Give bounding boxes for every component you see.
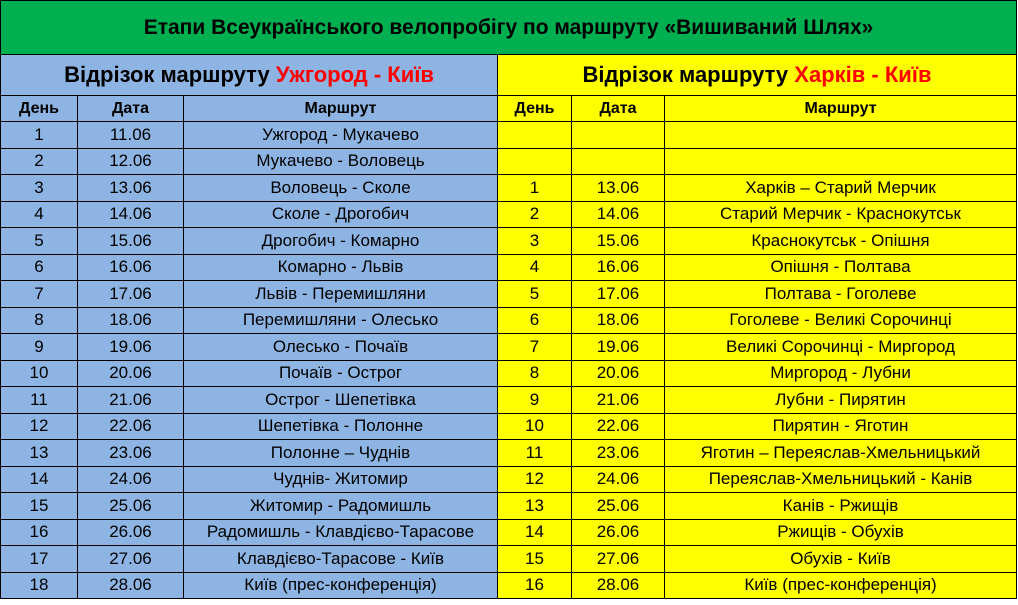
right-day-cell: 2 (498, 201, 572, 228)
table-row (1, 440, 1017, 467)
left-section-prefix: Відрізок маршруту (64, 62, 276, 87)
right-day-cell: 15 (498, 546, 572, 573)
left-day-cell: 15 (1, 493, 78, 520)
left-day-cell: 9 (1, 334, 78, 361)
right-date-cell: 25.06 (572, 493, 665, 520)
table-row (1, 572, 1017, 599)
table-row (1, 228, 1017, 255)
table-row (1, 360, 1017, 387)
left-day-cell: 8 (1, 307, 78, 334)
left-date-cell: 15.06 (78, 228, 184, 255)
left-date-cell: 20.06 (78, 360, 184, 387)
left-day-cell: 3 (1, 175, 78, 202)
left-col-date-header: Дата (78, 96, 184, 122)
left-day-cell: 18 (1, 572, 78, 599)
right-date-cell (572, 122, 665, 149)
right-route-cell: Переяслав-Хмельницький - Канів (665, 466, 1017, 493)
right-section-header (498, 55, 1017, 96)
right-route-cell: Миргород - Лубни (665, 360, 1017, 387)
left-day-cell: 17 (1, 546, 78, 573)
right-route-cell (665, 122, 1017, 149)
left-day-cell: 2 (1, 148, 78, 175)
left-route-cell: Перемишляни - Олесько (184, 307, 498, 334)
left-route-cell: Воловець - Сколе (184, 175, 498, 202)
right-section-route: Харків - Київ (794, 62, 932, 87)
right-day-cell (498, 148, 572, 175)
right-day-cell: 14 (498, 519, 572, 546)
right-day-cell: 12 (498, 466, 572, 493)
table-row (1, 334, 1017, 361)
left-day-cell: 12 (1, 413, 78, 440)
right-day-cell: 13 (498, 493, 572, 520)
right-day-cell: 6 (498, 307, 572, 334)
right-date-cell: 19.06 (572, 334, 665, 361)
right-day-cell: 10 (498, 413, 572, 440)
table-row (1, 519, 1017, 546)
table-row (1, 493, 1017, 520)
right-day-cell: 5 (498, 281, 572, 308)
left-day-cell: 5 (1, 228, 78, 255)
right-route-cell: Опішня - Полтава (665, 254, 1017, 281)
table-row (1, 307, 1017, 334)
left-route-cell: Клавдієво-Тарасове - Київ (184, 546, 498, 573)
table-row (1, 148, 1017, 175)
right-route-cell: Харків – Старий Мерчик (665, 175, 1017, 202)
right-day-cell: 4 (498, 254, 572, 281)
page-title: Етапи Всеукраїнського велопробігу по маршруту «Вишиваний Шлях» (1, 1, 1017, 55)
left-day-cell: 6 (1, 254, 78, 281)
table-row (1, 122, 1017, 149)
right-date-cell: 13.06 (572, 175, 665, 202)
right-route-cell: Ржищів - Обухів (665, 519, 1017, 546)
left-route-cell: Дрогобич - Комарно (184, 228, 498, 255)
right-date-cell: 24.06 (572, 466, 665, 493)
right-route-cell: Київ (прес-конференція) (665, 572, 1017, 599)
right-date-cell: 26.06 (572, 519, 665, 546)
right-date-cell: 18.06 (572, 307, 665, 334)
right-date-cell: 16.06 (572, 254, 665, 281)
left-day-cell: 13 (1, 440, 78, 467)
left-route-cell: Сколе - Дрогобич (184, 201, 498, 228)
left-route-cell: Мукачево - Воловець (184, 148, 498, 175)
left-route-cell: Острог - Шепетівка (184, 387, 498, 414)
left-date-cell: 14.06 (78, 201, 184, 228)
left-day-cell: 16 (1, 519, 78, 546)
right-date-cell: 23.06 (572, 440, 665, 467)
right-route-cell: Пирятин - Яготин (665, 413, 1017, 440)
left-route-cell: Житомир - Радомишль (184, 493, 498, 520)
right-date-cell: 28.06 (572, 572, 665, 599)
left-date-cell: 16.06 (78, 254, 184, 281)
left-date-cell: 12.06 (78, 148, 184, 175)
left-date-cell: 22.06 (78, 413, 184, 440)
left-day-cell: 4 (1, 201, 78, 228)
right-day-cell: 11 (498, 440, 572, 467)
left-route-cell: Київ (прес-конференція) (184, 572, 498, 599)
column-header-row (1, 96, 1017, 122)
left-col-route-header: Маршрут (184, 96, 498, 122)
left-date-cell: 19.06 (78, 334, 184, 361)
left-date-cell: 28.06 (78, 572, 184, 599)
left-day-cell: 14 (1, 466, 78, 493)
left-day-cell: 10 (1, 360, 78, 387)
right-route-cell: Краснокутськ - Опішня (665, 228, 1017, 255)
right-date-cell: 17.06 (572, 281, 665, 308)
left-route-cell: Олесько - Почаїв (184, 334, 498, 361)
left-date-cell: 21.06 (78, 387, 184, 414)
right-route-cell: Великі Сорочинці - Миргород (665, 334, 1017, 361)
table-row (1, 546, 1017, 573)
left-date-cell: 18.06 (78, 307, 184, 334)
left-date-cell: 25.06 (78, 493, 184, 520)
right-day-cell: 1 (498, 175, 572, 202)
right-date-cell: 14.06 (572, 201, 665, 228)
table-row (1, 413, 1017, 440)
right-day-cell (498, 122, 572, 149)
left-route-cell: Ужгород - Мукачево (184, 122, 498, 149)
right-day-cell: 8 (498, 360, 572, 387)
table-row (1, 175, 1017, 202)
right-day-cell: 7 (498, 334, 572, 361)
right-route-cell: Полтава - Гоголеве (665, 281, 1017, 308)
left-col-day-header: День (1, 96, 78, 122)
left-date-cell: 23.06 (78, 440, 184, 467)
right-day-cell: 3 (498, 228, 572, 255)
left-date-cell: 24.06 (78, 466, 184, 493)
left-route-cell: Полонне – Чуднів (184, 440, 498, 467)
right-date-cell: 21.06 (572, 387, 665, 414)
left-section-header (1, 55, 498, 96)
left-section-route: Ужгород - Київ (275, 62, 434, 87)
right-route-cell (665, 148, 1017, 175)
right-route-cell: Старий Мерчик - Краснокутськ (665, 201, 1017, 228)
right-route-cell: Канів - Ржищів (665, 493, 1017, 520)
left-date-cell: 13.06 (78, 175, 184, 202)
table-row (1, 201, 1017, 228)
right-date-cell: 22.06 (572, 413, 665, 440)
left-date-cell: 17.06 (78, 281, 184, 308)
right-col-date-header: Дата (572, 96, 665, 122)
left-date-cell: 11.06 (78, 122, 184, 149)
right-day-cell: 16 (498, 572, 572, 599)
right-day-cell: 9 (498, 387, 572, 414)
right-route-cell: Гоголеве - Великі Сорочинці (665, 307, 1017, 334)
left-day-cell: 1 (1, 122, 78, 149)
left-route-cell: Радомишль - Клавдієво-Тарасове (184, 519, 498, 546)
right-col-route-header: Маршрут (665, 96, 1017, 122)
left-route-cell: Комарно - Львів (184, 254, 498, 281)
left-route-cell: Почаїв - Острог (184, 360, 498, 387)
left-route-cell: Чуднів- Житомир (184, 466, 498, 493)
right-date-cell: 20.06 (572, 360, 665, 387)
right-section-prefix: Відрізок маршруту (582, 62, 795, 87)
table-row (1, 387, 1017, 414)
right-route-cell: Обухів - Київ (665, 546, 1017, 573)
right-route-cell: Лубни - Пирятин (665, 387, 1017, 414)
left-date-cell: 27.06 (78, 546, 184, 573)
right-route-cell: Яготин – Переяслав-Хмельницький (665, 440, 1017, 467)
right-date-cell (572, 148, 665, 175)
left-route-cell: Шепетівка - Полонне (184, 413, 498, 440)
left-route-cell: Львів - Перемишляни (184, 281, 498, 308)
table-row (1, 254, 1017, 281)
right-date-cell: 15.06 (572, 228, 665, 255)
left-day-cell: 7 (1, 281, 78, 308)
right-date-cell: 27.06 (572, 546, 665, 573)
left-date-cell: 26.06 (78, 519, 184, 546)
left-day-cell: 11 (1, 387, 78, 414)
table-row (1, 281, 1017, 308)
table-row (1, 466, 1017, 493)
right-col-day-header: День (498, 96, 572, 122)
